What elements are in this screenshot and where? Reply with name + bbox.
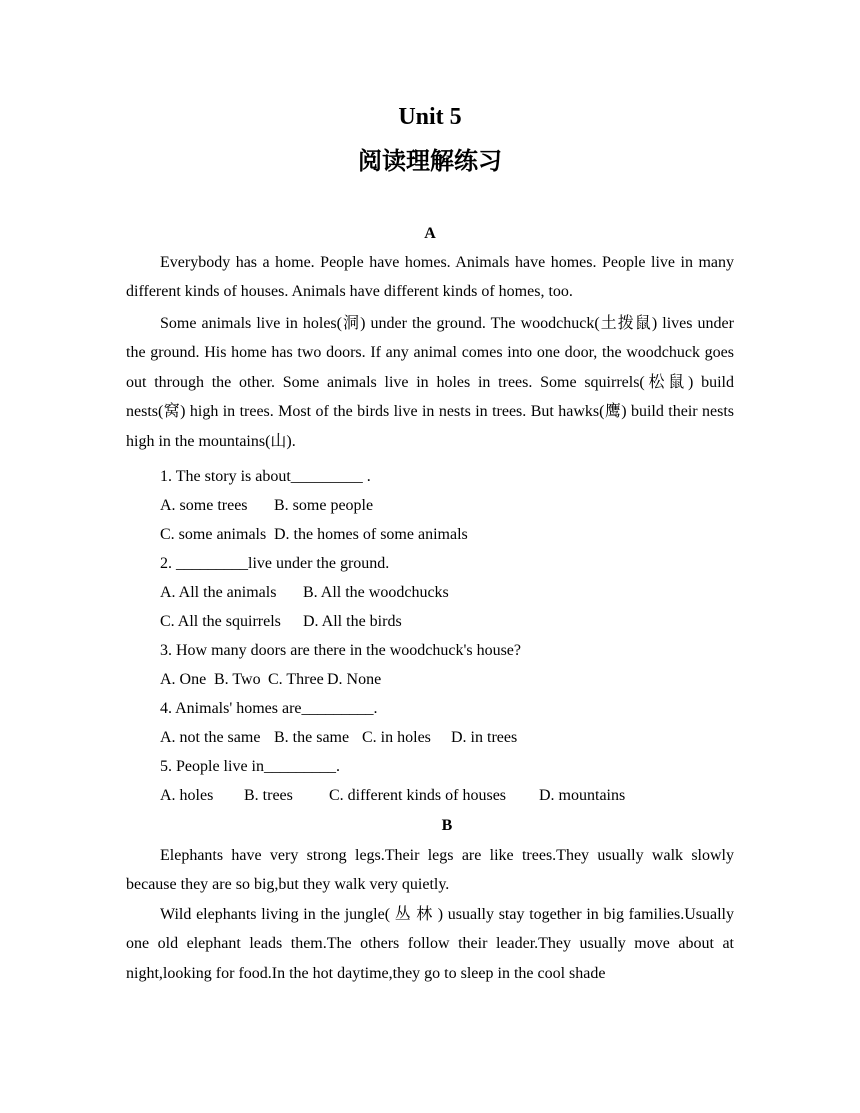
question-1-option-b: B. some people <box>274 497 374 514</box>
question-5-option-b: B. trees <box>244 787 293 804</box>
section-b-label: B <box>441 817 453 834</box>
section-a-paragraph-2: Some animals live in holes(洞) under the ground. The woodchuck(土拨鼠) lives under the ground. His home has two doors. If any animal comes into one door, the woodchuck goes out through the other. Some animals live in holes in trees. Some squirrels(松鼠) build nests(窝) high in trees. Most of the birds live in nests in trees. But hawks(鹰) build their nests high in the mountains(山). <box>126 315 734 450</box>
question-2-option-b: B. All the woodchucks <box>303 584 449 601</box>
question-2-options-row-1 <box>160 582 449 604</box>
question-4-options-row <box>160 727 517 749</box>
question-5: 5. People live in_________. <box>160 758 340 775</box>
section-b-paragraph-1: Elephants have very strong legs.Their legs are like trees.They usually walk slowly because they are so big,but they walk very quietly. <box>126 847 734 894</box>
question-2-options-row-2 <box>160 611 402 633</box>
question-4: 4. Animals' homes are_________. <box>160 700 378 717</box>
question-5-option-d: D. mountains <box>539 787 626 804</box>
section-b-paragraph-2: Wild elephants living in the jungle( 丛 林 ) usually stay together in big families.Usually one old elephant leads them.The others follow their leader.They usually move about at night,looking for food.In the hot daytime,they go to sleep in the cool shade <box>126 906 734 982</box>
question-4-option-a: A. not the same <box>160 729 261 746</box>
question-2-option-a: A. All the animals <box>160 584 277 601</box>
question-1-options-row-1 <box>160 495 373 517</box>
question-2-option-c: C. All the squirrels <box>160 613 281 630</box>
page-subtitle: 阅读理解练习 <box>358 149 502 175</box>
question-5-option-a: A. holes <box>160 787 214 804</box>
question-2: 2. _________live under the ground. <box>160 555 390 572</box>
page-title: Unit 5 <box>398 104 462 130</box>
question-1-options-row-2 <box>160 524 468 546</box>
question-3: 3. How many doors are there in the woodchuck's house? <box>160 642 522 659</box>
section-a-label: A <box>424 225 436 242</box>
question-3-option-c: C. Three <box>268 671 324 688</box>
question-1-option-d: D. the homes of some animals <box>274 526 468 543</box>
question-5-options-row <box>160 785 625 807</box>
section-a-paragraph-1: Everybody has a home. People have homes. Animals have homes. People live in many different kinds of houses. Animals have different kinds of homes, too. <box>126 254 734 301</box>
question-3-option-b: B. Two <box>214 671 261 688</box>
question-1: 1. The story is about_________ . <box>160 468 371 485</box>
question-4-option-b: B. the same <box>274 729 350 746</box>
question-3-option-d: D. None <box>327 671 382 688</box>
question-5-option-c: C. different kinds of houses <box>329 787 507 804</box>
question-4-option-d: D. in trees <box>451 729 518 746</box>
question-2-option-d: D. All the birds <box>303 613 402 630</box>
question-3-option-a: A. One <box>160 671 207 688</box>
question-1-option-a: A. some trees <box>160 497 248 514</box>
question-1-option-c: C. some animals <box>160 526 267 543</box>
question-3-options-row <box>160 669 381 691</box>
question-4-option-c: C. in holes <box>362 729 431 746</box>
